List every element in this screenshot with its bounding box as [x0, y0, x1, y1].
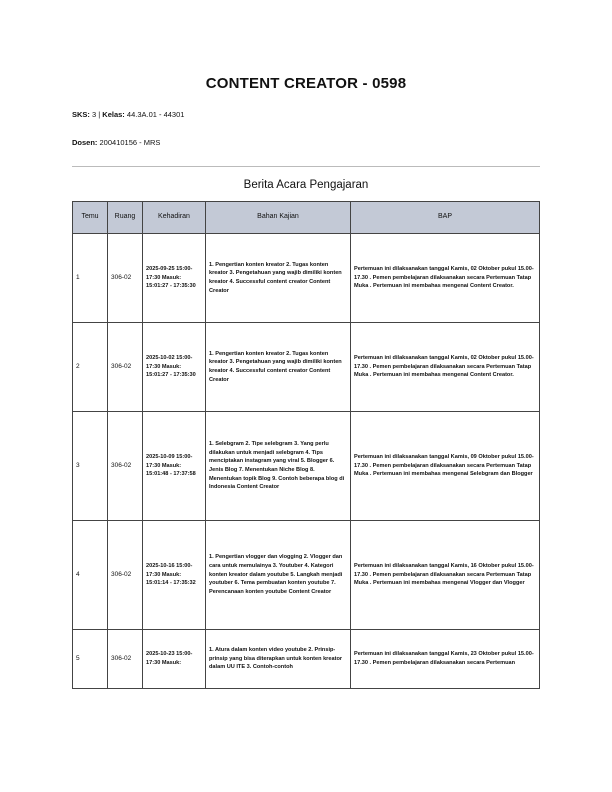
- cell-kehadiran: 2025-10-16 15:00-17:30 Masuk: 15:01:14 - 17:35:32: [143, 521, 206, 630]
- cell-kehadiran: 2025-10-02 15:00-17:30 Masuk: 15:01:27 - 17:35:30: [143, 323, 206, 412]
- dosen-label: Dosen:: [72, 138, 98, 147]
- table-row: [73, 412, 540, 521]
- table-row: [73, 630, 540, 689]
- cell-bahan-kajian: 1. Selebgram 2. Tipe selebgram 3. Yang perlu dilakukan untuk menjadi selebgram 4. Tips menciptakan instagram yang viral 5. Blogger 6. Jenis Blog 7. Menentukan Niche Blog 8. Menentukan topik Blog 9. Contoh beberapa blog di Indonesia Content Creator: [206, 412, 351, 521]
- cell-temu: 3: [73, 412, 108, 521]
- sks-label: SKS:: [72, 110, 90, 119]
- cell-temu: 5: [73, 630, 108, 689]
- header-bap: BAP: [351, 202, 540, 234]
- section-title: Berita Acara Pengajaran: [243, 179, 369, 191]
- cell-ruang: 306-02: [108, 630, 143, 689]
- dosen-value: 200410156 - MRS: [97, 138, 161, 147]
- table-header-row: [73, 202, 540, 234]
- header-bahan-kajian: Bahan Kajian: [206, 202, 351, 234]
- course-meta: [72, 110, 540, 119]
- cell-ruang: 306-02: [108, 521, 143, 630]
- cell-temu: 2: [73, 323, 108, 412]
- cell-ruang: 306-02: [108, 412, 143, 521]
- cell-kehadiran: 2025-10-09 15:00-17:30 Masuk: 15:01:48 - 17:37:58: [143, 412, 206, 521]
- kelas-label: Kelas:: [102, 110, 125, 119]
- cell-bap: Pertemuan ini dilaksanakan tanggal Kamis, 23 Oktober pukul 15.00-17.30 . Pemen pembelajaran dilaksanakan secara Pertemuan: [351, 630, 540, 689]
- cell-bap: Pertemuan ini dilaksanakan tanggal Kamis, 02 Oktober pukul 15.00-17.30 . Pemen pembelajaran dilaksanakan secara Pertemuan Tatap Muka . Pertemuan ini membahas mengenai Content Creator.: [351, 234, 540, 323]
- cell-bap: Pertemuan ini dilaksanakan tanggal Kamis, 09 Oktober pukul 15.00-17.30 . Pemen pembelajaran dilaksanakan secara Pertemuan Tatap Muka . Pertemuan ini membahas mengenai Selebgram dan Blogger: [351, 412, 540, 521]
- sks-value: 3 |: [89, 110, 103, 119]
- cell-bahan-kajian: 1. Pengertian konten kreator 2. Tugas konten kreator 3. Pengetahuan yang wajib dimiliki konten kreator 4. Successful content creator Content Creator: [206, 234, 351, 323]
- table-row: [73, 521, 540, 630]
- cell-kehadiran: 2025-09-25 15:00-17:30 Masuk: 15:01:27 - 17:35:30: [143, 234, 206, 323]
- header-kehadiran: Kehadiran: [143, 202, 206, 234]
- divider: [72, 166, 540, 167]
- cell-bap: Pertemuan ini dilaksanakan tanggal Kamis, 02 Oktober pukul 15.00-17.30 . Pemen pembelajaran dilaksanakan secara Pertemuan Tatap Muka . Pertemuan ini membahas mengenai Content Creator.: [351, 323, 540, 412]
- kelas-value: 44.3A.01 - 44301: [124, 110, 185, 119]
- header-ruang: Ruang: [108, 202, 143, 234]
- page-title: CONTENT CREATOR - 0598: [205, 75, 407, 92]
- cell-bahan-kajian: 1. Atura dalam konten video youtube 2. Prinsip-prinsip yang bisa diterapkan untuk konten kreator dalam UU ITE 3. Contoh-contoh: [206, 630, 351, 689]
- cell-temu: 1: [73, 234, 108, 323]
- cell-bahan-kajian: 1. Pengertian konten kreator 2. Tugas konten kreator 3. Pengetahuan yang wajib dimiliki konten kreator 4. Successful content creator Content Creator: [206, 323, 351, 412]
- cell-ruang: 306-02: [108, 234, 143, 323]
- cell-kehadiran: 2025-10-23 15:00-17:30 Masuk:: [143, 630, 206, 689]
- cell-temu: 4: [73, 521, 108, 630]
- cell-bahan-kajian: 1. Pengertian vlogger dan vlogging 2. Vlogger dan cara untuk memulainya 3. Youtuber 4. Kategori konten kreator dalam youtube 5. Langkah menjadi youtuber 6. Tema pembuatan konten youtube 7. Perencanaan konten youtube Content Creator: [206, 521, 351, 630]
- header-temu: Temu: [73, 202, 108, 234]
- table-row: [73, 323, 540, 412]
- cell-bap: Pertemuan ini dilaksanakan tanggal Kamis, 16 Oktober pukul 15.00-17.30 . Pemen pembelajaran dilaksanakan secara Pertemuan Tatap Muka . Pertemuan ini membahas mengenai Vlogger dan Vlogger: [351, 521, 540, 630]
- table-row: [73, 234, 540, 323]
- lecturer-meta: [72, 138, 540, 147]
- document-page: [72, 0, 540, 689]
- cell-ruang: 306-02: [108, 323, 143, 412]
- bap-table: [72, 201, 540, 689]
